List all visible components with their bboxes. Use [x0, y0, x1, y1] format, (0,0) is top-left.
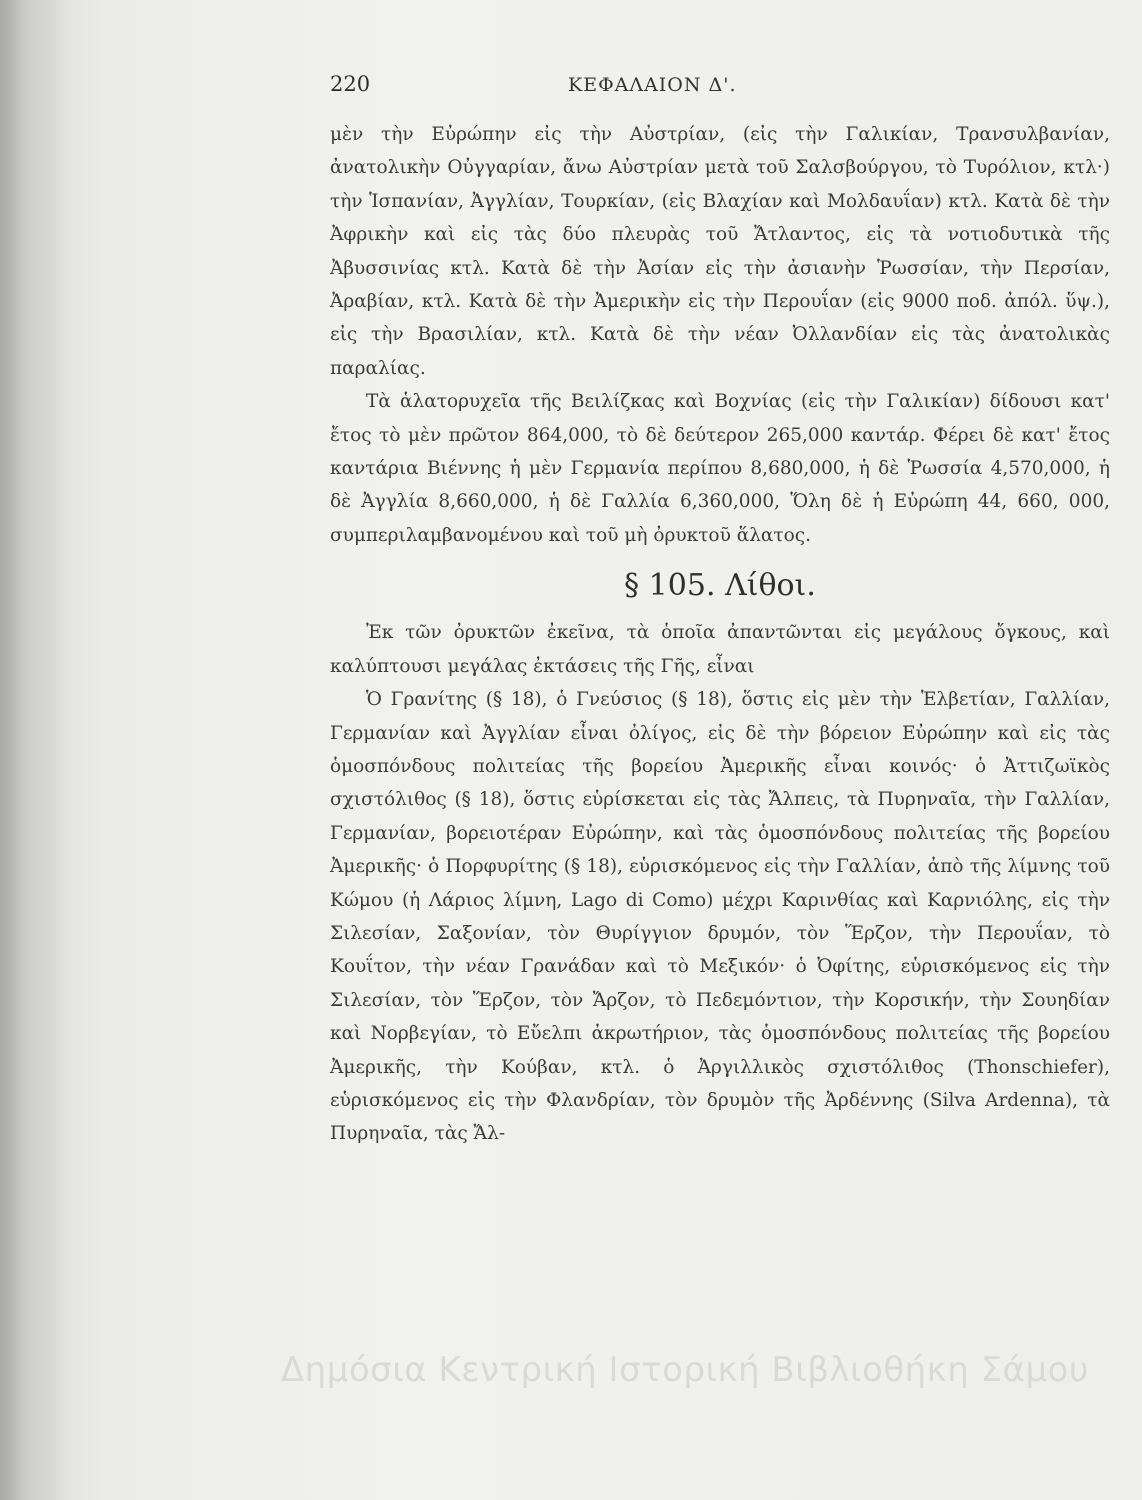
paragraph-2: Τὰ ἁλατορυχεῖα τῆς Βειλίζκας καὶ Βοχνίας (εἰς τὴν Γαλικίαν) δίδουσι κατ' ἔτος τὸ μὲν πρῶτον 864,000, τὸ δὲ δεύτερον 265,000 καντάρ. Φέρει δὲ κατ' ἔτος καντάρια Βιέννης ἡ μὲν Γερμανία περίπου 8,680,000, ἡ δὲ Ῥωσσία 4,570,000, ἡ δὲ Ἀγγλία 8,660,000, ἡ δὲ Γαλλία 6,360,000, Ὅλη δὲ ἡ Εὐρώπη 44, 660, 000, συμπεριλαμβανομένου καὶ τοῦ μὴ ὀρυκτοῦ ἅλατος. — [330, 391, 1110, 546]
running-head: ΚΕΦΑΛΑΙΟΝ Δ'. — [568, 74, 737, 96]
paragraph-3: Ἐκ τῶν ὀρυκτῶν ἐκεῖνα, τὰ ὁποῖα ἀπαντῶνται εἰς μεγάλους ὄγκους, καὶ καλύπτουσι μεγάλας ἐκτάσεις τῆς Γῆς, εἶναι — [330, 622, 1110, 677]
page-gutter-shadow — [0, 0, 70, 1500]
page-body — [330, 118, 1110, 1151]
page-number: 220 — [330, 72, 371, 96]
paragraph-1: μὲν τὴν Εὐρώπην εἰς τὴν Αὐστρίαν, (εἰς τὴν Γαλικίαν, Τρανσυλβανίαν, ἀνατολικὴν Οὐγγαρίαν, ἄνω Αὐστρίαν μετὰ τοῦ Σαλσβούργου, τὸ Τυρόλιον, κτλ·) τὴν Ἱσπανίαν, Ἀγγλίαν, Τουρκίαν, (εἰς Βλαχίαν καὶ Μολδαυΐαν) κτλ. Κατὰ δὲ τὴν Ἀφρικὴν καὶ εἰς τὰς δύο πλευρὰς τοῦ Ἄτλαντος, εἰς τὰ νοτιοδυτικὰ τῆς Ἀβυσσινίας κτλ. Κατὰ δὲ τὴν Ἀσίαν εἰς τὴν ἀσιανὴν Ῥωσσίαν, τὴν Περσίαν, Ἀραβίαν, κτλ. Κατὰ δὲ τὴν Ἀμερικὴν εἰς τὴν Περουΐαν (εἰς 9000 ποδ. ἀπόλ. ὕψ.), εἰς τὴν Βρασιλίαν, κτλ. Κατὰ δὲ τὴν νέαν Ὀλλανδίαν εἰς τὰς ἀνατολικὰς παραλίας. — [330, 124, 1110, 379]
library-watermark: Δημόσια Κεντρική Ιστορική Βιβλιοθήκη Σάμου — [280, 1350, 1090, 1390]
page-header — [330, 72, 1110, 108]
section-heading: § 105. Λίθοι. — [624, 568, 816, 604]
paragraph-4: Ὁ Γρανίτης (§ 18), ὁ Γνεύσιος (§ 18), ὅστις εἰς μὲν τὴν Ἑλβετίαν, Γαλλίαν, Γερμανίαν καὶ Ἀγγλίαν εἶναι ὀλίγος, εἰς δὲ τὴν βόρειον Εὐρώπην καὶ εἰς τὰς ὁμοσπόνδους πολιτείας τῆς βορείου Ἀμερικῆς εἶναι κοινός· ὁ Ἀττιζωϊκὸς σχιστόλιθος (§ 18), ὅστις εὑρίσκεται εἰς τὰς Ἄλπεις, τὰ Πυρηναῖα, τὴν Γαλλίαν, Γερμανίαν, βορειοτέραν Εὐρώπην, καὶ τὰς ὁμοσπόνδους πολιτείας τῆς βορείου Ἀμερικῆς· ὁ Πορφυρίτης (§ 18), εὑρισκόμενος εἰς τὴν Γαλλίαν, ἀπὸ τῆς λίμνης τοῦ Κώμου (ἡ Λάριος λίμνη, Lago di Como) μέχρι Καρινθίας καὶ Καρνιόλης, εἰς τὴν Σιλεσίαν, Σαξονίαν, τὸν Θυρίγγιον δρυμόν, τὸν Ἕρζον, τὴν Περουΐαν, τὸ Κουΐτον, τὴν νέαν Γρανάδαν καὶ τὸ Μεξικόν· ὁ Ὀφίτης, εὑρισκόμενος εἰς τὴν Σιλεσίαν, τὸν Ἕρζον, τὸν Ἄρζον, τὸ Πεδεμόντιον, τὴν Κορσικήν, τὴν Σουηδίαν καὶ Νορβεγίαν, τὸ Εὔελπι ἀκρωτήριον, τὰς ὁμοσπόνδους πολιτείας τῆς βορείου Ἀμερικῆς, τὴν Κούβαν, κτλ. ὁ Ἀργιλλικὸς σχιστόλιθος (Thonschiefer), εὑρισκόμενος εἰς τὴν Φλανδρίαν, τὸν δρυμὸν τῆς Ἀρδέννης (Silva Ardenna), τὰ Πυρηναῖα, τὰς Ἄλ- — [330, 689, 1110, 1145]
